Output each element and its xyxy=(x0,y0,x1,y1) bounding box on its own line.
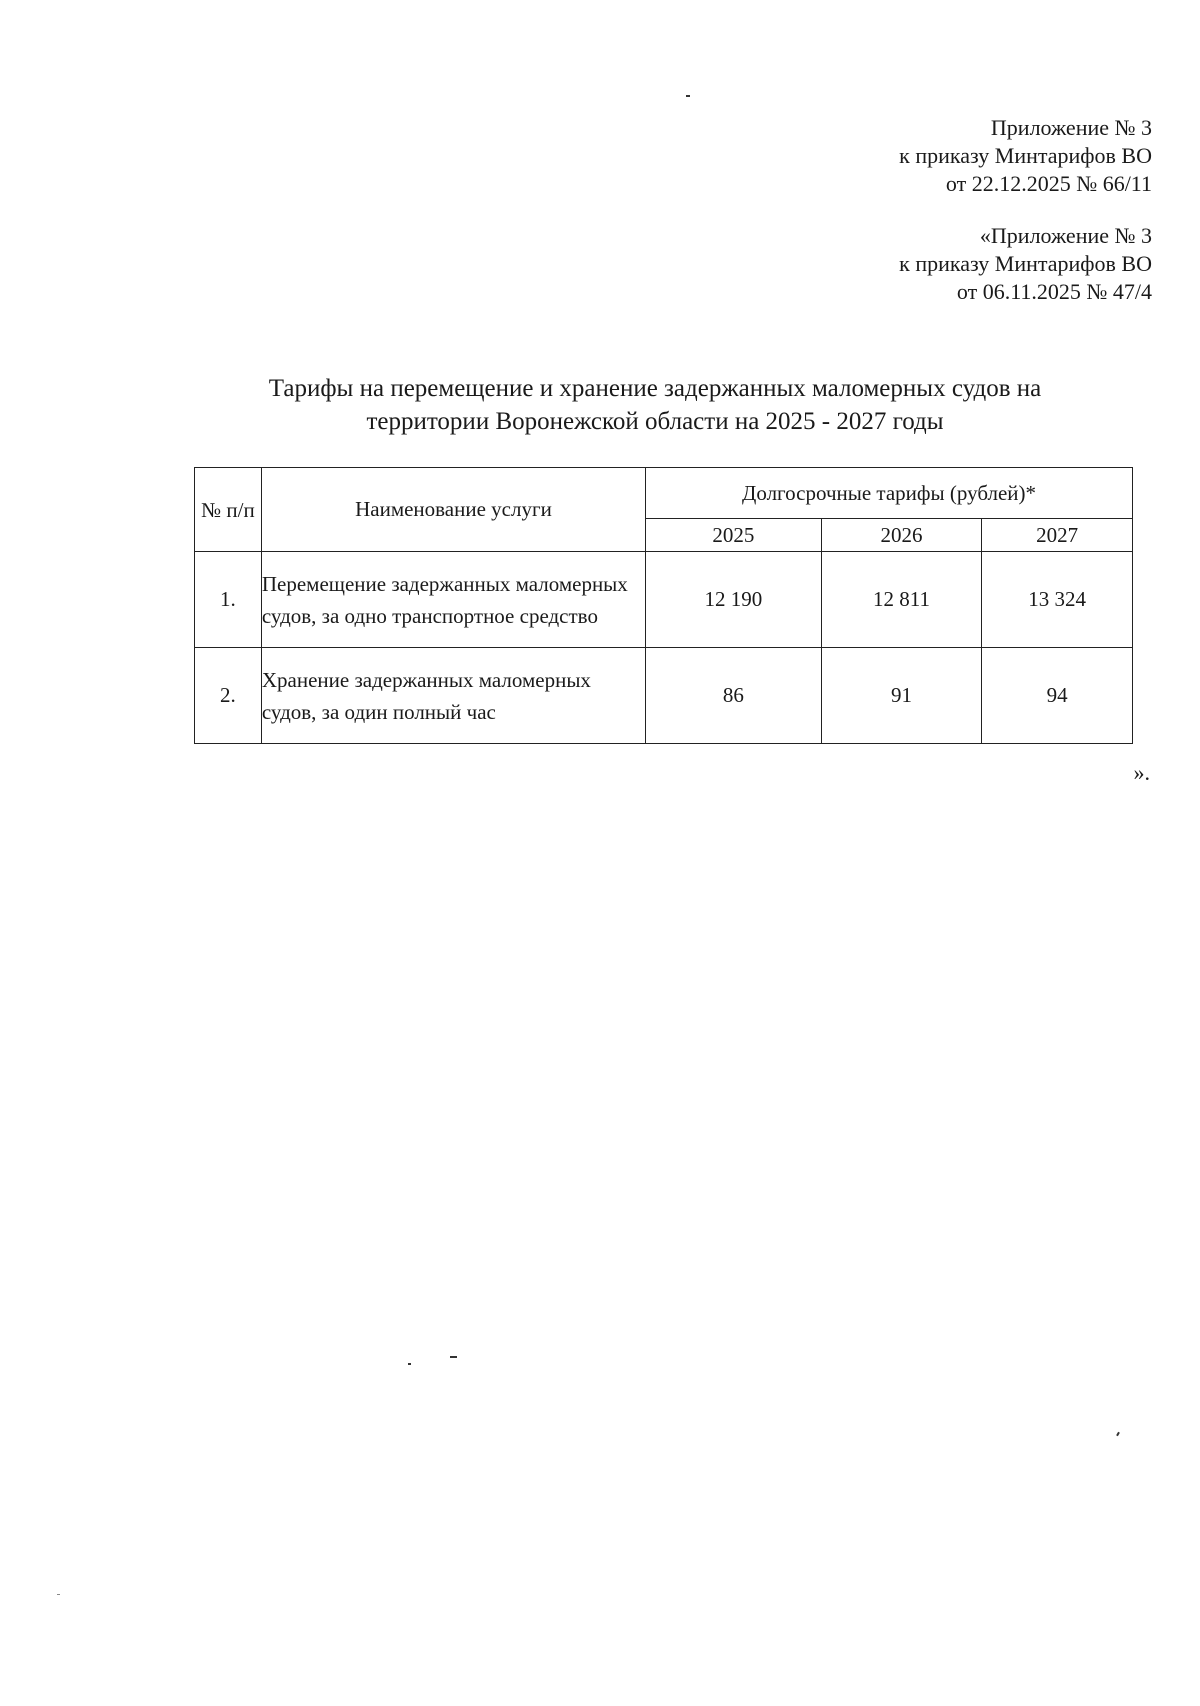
header-cell-long-term-tariffs: Долгосрочные тарифы (рублей)* xyxy=(646,468,1133,519)
table-row xyxy=(195,648,1133,744)
service-name: Перемещение задержанных маломерных судов, за одно транспортное средство xyxy=(261,552,645,648)
tariff-value: 12 811 xyxy=(821,552,982,648)
closing-quote: ». xyxy=(1133,760,1150,785)
header-line: от 06.11.2025 № 47/4 xyxy=(956,279,1152,304)
appendix-header-current xyxy=(899,114,1152,198)
scan-speck xyxy=(1116,1432,1120,1436)
tariff-value: 86 xyxy=(646,648,822,744)
tariffs-table xyxy=(194,467,1133,744)
scan-speck xyxy=(408,1363,411,1365)
tariff-value: 91 xyxy=(821,648,982,744)
scan-speck xyxy=(57,1594,60,1595)
tariff-value: 12 190 xyxy=(646,552,822,648)
header-cell-service-name: Наименование услуги xyxy=(261,468,645,552)
row-number: 2. xyxy=(195,648,262,744)
header-cell-number: № п/п xyxy=(195,468,262,552)
row-number: 1. xyxy=(195,552,262,648)
service-name: Хранение задержанных маломерных судов, за один полный час xyxy=(261,648,645,744)
header-cell-year: 2026 xyxy=(821,519,982,552)
header-line: «Приложение № 3 xyxy=(979,223,1152,248)
header-line: от 22.12.2025 № 66/11 xyxy=(945,171,1152,196)
tariff-value: 13 324 xyxy=(982,552,1133,648)
appendix-header-previous xyxy=(899,222,1152,306)
scan-speck xyxy=(450,1356,457,1358)
table-header-row xyxy=(195,468,1133,519)
header-line: к приказу Минтарифов ВО xyxy=(899,143,1152,168)
scan-speck xyxy=(686,95,690,97)
table-row xyxy=(195,552,1133,648)
header-line: к приказу Минтарифов ВО xyxy=(899,251,1152,276)
tariff-value: 94 xyxy=(982,648,1133,744)
header-cell-year: 2027 xyxy=(982,519,1133,552)
header-cell-year: 2025 xyxy=(646,519,822,552)
title-line-1: Тарифы на перемещение и хранение задержанных маломерных судов на xyxy=(268,375,1042,402)
document-title xyxy=(195,372,1115,438)
title-line-2: территории Воронежской области на 2025 - 2027 годы xyxy=(366,408,944,435)
header-line: Приложение № 3 xyxy=(990,115,1152,140)
